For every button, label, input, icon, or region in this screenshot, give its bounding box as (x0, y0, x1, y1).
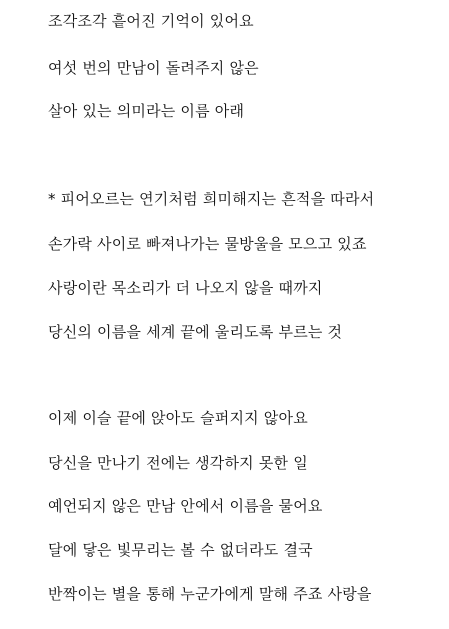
lyric-line: 여섯 번의 만남이 돌려주지 않은 (48, 59, 259, 77)
lyric-line: 살아 있는 의미라는 이름 아래 (48, 102, 245, 120)
lyric-line: 사랑이란 목소리가 더 나오지 않을 때까지 (48, 279, 323, 297)
lyric-line: 이제 이슬 끝에 앉아도 슬퍼지지 않아요 (48, 409, 308, 427)
lyric-line: 손가락 사이로 빠져나가는 물방울을 모으고 있죠 (48, 235, 367, 253)
lyric-line: 달에 닿은 빛무리는 볼 수 없더라도 결국 (48, 541, 313, 559)
lyric-line: 반짝이는 별을 통해 누군가에게 말해 주죠 사랑을 (48, 585, 372, 603)
lyric-line: 당신을 만나기 전에는 생각하지 못한 일 (48, 454, 308, 472)
lyric-line: * 피어오르는 연기처럼 희미해지는 흔적을 따라서 (48, 190, 375, 208)
lyric-line: 당신의 이름을 세계 끝에 울리도록 부르는 것 (48, 323, 343, 341)
lyric-line: 조각조각 흩어진 기억이 있어요 (48, 12, 254, 30)
lyric-line: 예언되지 않은 만남 안에서 이름을 물어요 (48, 497, 323, 515)
